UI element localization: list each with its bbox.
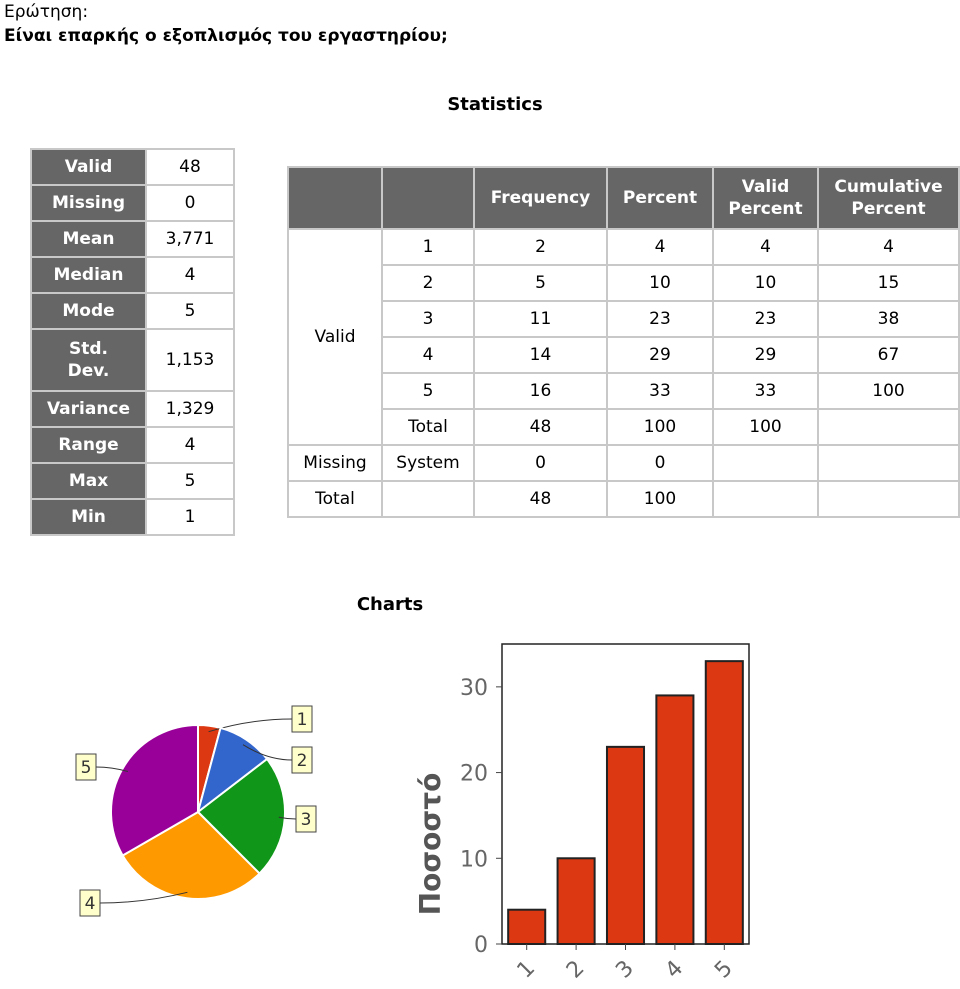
table-cell xyxy=(818,445,959,481)
question-text: Είναι επαρκής ο εξοπλισμός του εργαστηρίου; xyxy=(4,26,448,46)
table-cell: 4 xyxy=(607,229,713,265)
stat-value: 48 xyxy=(146,149,234,185)
pie-label: 2 xyxy=(296,751,308,771)
table-cell: 29 xyxy=(713,337,818,373)
stat-value: 3,771 xyxy=(146,221,234,257)
stat-row-variance xyxy=(31,391,234,427)
bar-3 xyxy=(607,747,644,944)
table-cell xyxy=(382,481,474,517)
stat-label: Mean xyxy=(31,221,146,257)
stat-value: 4 xyxy=(146,427,234,463)
table-cell: 5 xyxy=(382,373,474,409)
y-tick-label: 0 xyxy=(474,933,488,958)
pie-label: 1 xyxy=(296,710,308,730)
table-cell: 3 xyxy=(382,301,474,337)
valid-group-label: Valid xyxy=(288,229,382,445)
bar-2 xyxy=(558,858,595,944)
table-cell: 2 xyxy=(382,265,474,301)
table-cell: 100 xyxy=(713,409,818,445)
table-cell: 4 xyxy=(818,229,959,265)
stat-row-mean xyxy=(31,221,234,257)
stat-label-text: Std. Dev. xyxy=(67,339,110,381)
y-axis-label: Ποσοστό xyxy=(414,772,447,916)
stat-value: 1,329 xyxy=(146,391,234,427)
table-cell: 1 xyxy=(382,229,474,265)
table-cell: 33 xyxy=(607,373,713,409)
stat-label: Min xyxy=(31,499,146,535)
table-cell: 23 xyxy=(607,301,713,337)
stat-row-mode xyxy=(31,293,234,329)
table-cell: 67 xyxy=(818,337,959,373)
table-cell: 0 xyxy=(607,445,713,481)
stat-value: 0 xyxy=(146,185,234,221)
x-tick-label: 2 xyxy=(561,955,590,984)
table-cell: 5 xyxy=(474,265,607,301)
stat-row-median xyxy=(31,257,234,293)
stat-row-range xyxy=(31,427,234,463)
table-cell: 48 xyxy=(474,481,607,517)
stat-label: Range xyxy=(31,427,146,463)
stat-label xyxy=(31,329,146,391)
stat-label: Missing xyxy=(31,185,146,221)
table-row xyxy=(288,229,959,265)
table-cell xyxy=(713,481,818,517)
total-group-label: Total xyxy=(288,481,382,517)
y-tick-label: 20 xyxy=(460,761,488,787)
stat-value: 1,153 xyxy=(146,329,234,391)
stat-row-stddev xyxy=(31,329,234,391)
question-label: Ερώτηση: xyxy=(4,2,89,22)
table-cell: 100 xyxy=(818,373,959,409)
stat-value: 4 xyxy=(146,257,234,293)
table-cell: 38 xyxy=(818,301,959,337)
x-tick-label: 5 xyxy=(710,955,738,984)
table-cell: 11 xyxy=(474,301,607,337)
charts-title: Charts xyxy=(356,594,424,615)
x-tick-label: 4 xyxy=(660,955,689,984)
table-cell: 10 xyxy=(713,265,818,301)
header-valid-percent: Valid Percent xyxy=(713,167,818,229)
bar-4 xyxy=(656,695,693,944)
table-cell: 2 xyxy=(474,229,607,265)
header-percent: Percent xyxy=(607,167,713,229)
table-cell: 4 xyxy=(382,337,474,373)
missing-group-label: Missing xyxy=(288,445,382,481)
table-row xyxy=(288,373,959,409)
table-cell: 100 xyxy=(607,481,713,517)
frequency-table xyxy=(287,166,960,518)
table-cell xyxy=(818,481,959,517)
pie-label: 4 xyxy=(84,894,96,914)
header-cumulative-percent: Cumulative Percent xyxy=(818,167,959,229)
frequency-header-row xyxy=(288,167,959,229)
table-cell: 29 xyxy=(607,337,713,373)
stat-label: Variance xyxy=(31,391,146,427)
table-cell: 10 xyxy=(607,265,713,301)
table-cell: System xyxy=(382,445,474,481)
table-cell: Total xyxy=(382,409,474,445)
stat-value: 1 xyxy=(146,499,234,535)
stat-value: 5 xyxy=(146,293,234,329)
stat-row-missing xyxy=(31,185,234,221)
stat-label: Max xyxy=(31,463,146,499)
pie-label: 3 xyxy=(300,810,312,830)
table-row xyxy=(288,265,959,301)
table-row xyxy=(288,481,959,517)
x-tick-label: 1 xyxy=(512,955,541,984)
pie-chart xyxy=(70,700,360,930)
statistics-title: Statistics xyxy=(447,94,543,115)
bar-chart xyxy=(400,640,770,989)
table-cell: 33 xyxy=(713,373,818,409)
statistics-table xyxy=(30,148,235,536)
table-row xyxy=(288,337,959,373)
table-cell: 14 xyxy=(474,337,607,373)
header-empty xyxy=(382,167,474,229)
table-cell: 100 xyxy=(607,409,713,445)
bar-5 xyxy=(706,661,743,944)
stat-row-min xyxy=(31,499,234,535)
table-cell: 4 xyxy=(713,229,818,265)
stat-label: Median xyxy=(31,257,146,293)
table-cell: 16 xyxy=(474,373,607,409)
header-frequency: Frequency xyxy=(474,167,607,229)
y-tick-label: 10 xyxy=(460,847,488,873)
table-cell: 23 xyxy=(713,301,818,337)
table-row xyxy=(288,445,959,481)
table-cell: 15 xyxy=(818,265,959,301)
table-cell xyxy=(818,409,959,445)
stat-label: Valid xyxy=(31,149,146,185)
stat-label: Mode xyxy=(31,293,146,329)
table-row xyxy=(288,301,959,337)
bar-1 xyxy=(508,910,545,944)
y-tick-label: 30 xyxy=(460,675,488,701)
table-cell xyxy=(713,445,818,481)
table-cell: 0 xyxy=(474,445,607,481)
header-empty xyxy=(288,167,382,229)
table-row xyxy=(288,409,959,445)
x-tick-label: 3 xyxy=(611,955,639,984)
stat-row-max xyxy=(31,463,234,499)
stat-value: 5 xyxy=(146,463,234,499)
table-cell: 48 xyxy=(474,409,607,445)
pie-label: 5 xyxy=(80,758,92,778)
stat-row-valid xyxy=(31,149,234,185)
